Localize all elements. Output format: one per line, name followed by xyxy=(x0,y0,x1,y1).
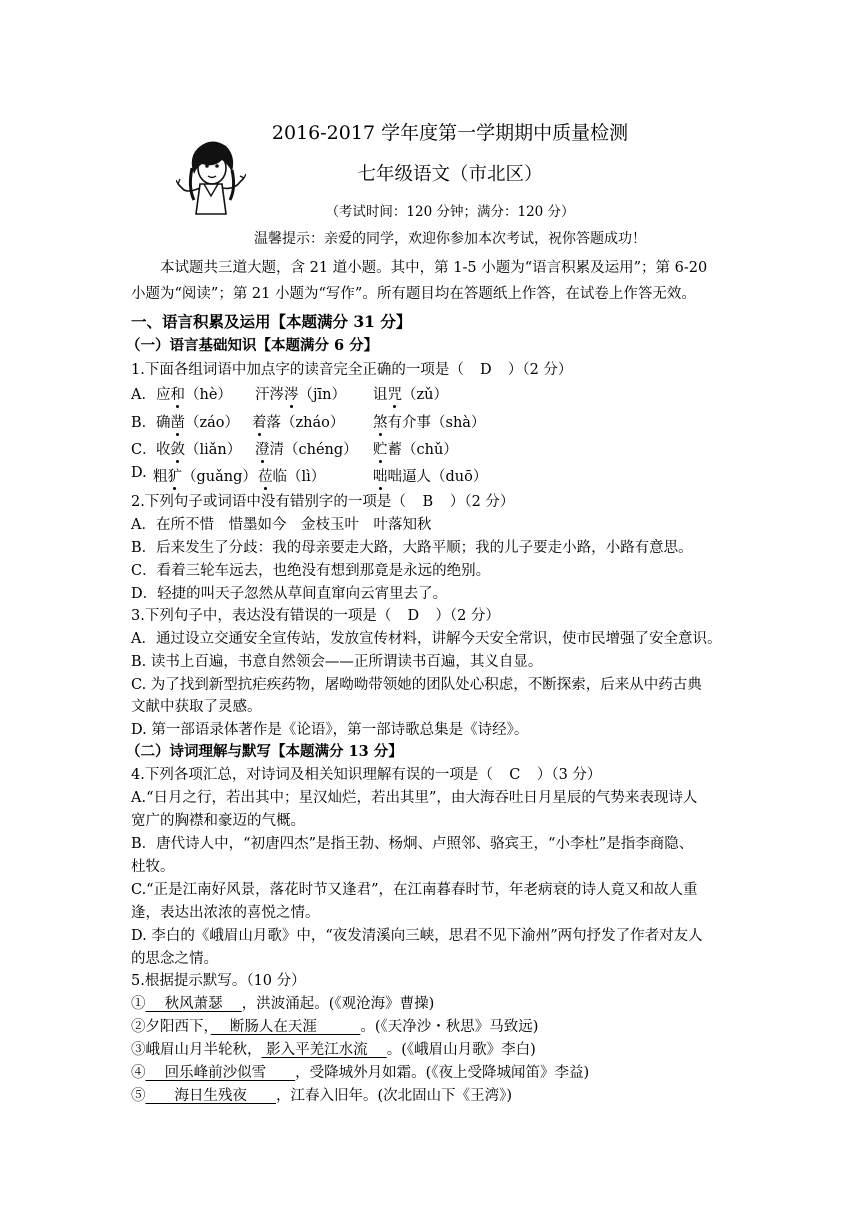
exam-subtitle: 七年级语文（市北区） xyxy=(357,164,543,185)
question-3-score: ）（2 分） xyxy=(435,608,500,624)
option-word-2: 着落（zháo） xyxy=(252,415,345,431)
question-3-option-a: A．通过设立交通安全宣传站，发放宣传材料，讲解今天安全常识，使市民增强了安全意识。 xyxy=(131,631,722,647)
question-4-option-b: B．唐代诗人中，“初唐四杰”是指王勃、杨炯、卢照邻、骆宾王，“小李杜”是指李商隐、 xyxy=(131,836,694,852)
section-heading: 一、语言积累及运用【本题满分 31 分】 xyxy=(131,312,412,331)
question-4-answer: C xyxy=(509,767,521,783)
recitation-item-3: ③峨眉山月半轮秋， 影入平羌江水流 。(《峨眉山月歌》李白) xyxy=(131,1042,536,1058)
question-1-score: ）（2 分） xyxy=(507,362,573,378)
exam-time-info: （考试时间：120 分钟；满分：120 分） xyxy=(325,204,575,220)
question-4-option-a: A.“日月之行，若出其中；星汉灿烂，若出其里”，由大海吞吐日月星辰的气势来表现诗人 xyxy=(131,790,698,806)
intro-line-1: 本试题共三道大题，含 21 道小题。其中，第 1-5 小题为“语言积累及运用”；第 6-20 xyxy=(160,260,708,276)
recitation-item-1: ① 秋风萧瑟 ，洪波涌起。(《观沧海》曹操) xyxy=(131,996,435,1012)
filled-blank: 影入平羌江水流 xyxy=(261,1042,387,1058)
option-word-3: 贮蓄（chǔ） xyxy=(373,442,458,458)
question-3-text: 3.下列句子中，表达没有错误的一项是（ xyxy=(131,608,392,624)
option-label: A． xyxy=(131,387,156,403)
question-3-option-c: C. 为了找到新型抗疟疾药物，屠呦呦带领她的团队处心积虑，不断探索，后来从中药古典 xyxy=(131,677,702,693)
question-2-option-a: A．在所不惜 惜墨如今 金枝玉叶 叶落知秋 xyxy=(131,517,432,533)
question-4-option-d: D. 李白的《峨眉山月歌》中，“夜发清溪向三峡，思君不见下渝州”两句抒发了作者对友人 xyxy=(131,928,703,944)
option-word-1: 确凿（záo） xyxy=(156,415,240,431)
option-word-3: 咄咄逼人（duō） xyxy=(373,469,488,485)
question-2-option-b: B．后来发生了分歧：我的母亲要走大路，大路平顺；我的儿子要走小路，小路有意思。 xyxy=(131,540,693,556)
question-4-score: ）（3 分） xyxy=(536,767,602,783)
option-word-1: 收敛（liǎn） xyxy=(156,442,242,458)
question-2-answer: B xyxy=(422,494,434,510)
option-word-1: 粗犷（guǎng） xyxy=(153,469,257,485)
question-1-stem xyxy=(131,360,572,380)
option-word-2: 汗涔涔（jīn） xyxy=(255,387,346,403)
filled-blank: 秋风萧瑟 xyxy=(145,996,242,1012)
question-3-option-b: B. 读书上百遍，书意自然领会——正所谓读书百遍，其义自显。 xyxy=(131,654,543,670)
question-1-text: 1.下面各组词语中加点字的读音完全正确的一项是（ xyxy=(131,362,464,378)
option-word-1: 应和（hè） xyxy=(156,387,232,403)
subsection-heading-1: （一）语言基础知识【本题满分 6 分】 xyxy=(126,337,379,354)
option-label: C． xyxy=(131,442,157,458)
question-4-option-c: C.“正是江南好风景，落花时节又逢君”，在江南暮春时节，年老病衰的诗人竟又和故人重 xyxy=(131,882,698,898)
question-4-option-a-cont: 宽广的胸襟和豪迈的气概。 xyxy=(131,813,305,829)
warm-tip: 温馨提示：亲爱的同学，欢迎你参加本次考试，祝你答题成功！ xyxy=(254,231,646,247)
filled-blank: 断肠人在天涯 xyxy=(210,1019,361,1035)
option-word-3: 诅咒（zǔ） xyxy=(373,387,448,403)
filled-blank: 海日生残夜 xyxy=(145,1088,276,1104)
subsection-heading-2: （二）诗词理解与默写【本题满分 13 分】 xyxy=(126,743,403,760)
question-2-option-c: C．看着三轮车远去，也绝没有想到那竟是永远的绝别。 xyxy=(131,563,491,579)
question-4-stem xyxy=(131,765,601,785)
intro-line-2: 小题为“阅读”；第 21 小题为“写作”。所有题目均在答题纸上作答，在试卷上作答无效。 xyxy=(131,286,696,302)
question-5-stem: 5.根据提示默写。（10 分） xyxy=(131,973,306,989)
question-3-answer: D xyxy=(407,608,420,624)
recitation-item-5: ⑤ 海日生残夜 ，江春入旧年。(次北固山下《王湾》) xyxy=(131,1088,513,1104)
option-label: D. xyxy=(131,465,147,481)
question-4-option-c-cont: 逢，表达出浓浓的喜悦之情。 xyxy=(131,905,320,921)
question-4-text: 4.下列各项汇总，对诗词及相关知识理解有误的一项是（ xyxy=(131,767,493,783)
question-2-score: ）（2 分） xyxy=(449,494,515,510)
exam-title: 2016-2017 学年度第一学期期中质量检测 xyxy=(271,122,629,144)
option-label: B． xyxy=(131,415,157,431)
question-2-text: 2.下列句子或词语中没有错别字的一项是（ xyxy=(131,494,406,510)
question-3-stem xyxy=(131,606,500,626)
option-word-2: 莅临（lì） xyxy=(258,469,326,485)
question-2-stem xyxy=(131,492,514,512)
question-1-answer: D xyxy=(480,362,492,378)
question-4-option-d-cont: 的思念之情。 xyxy=(131,951,218,967)
question-4-option-b-cont: 杜牧。 xyxy=(131,859,175,875)
question-2-option-d: D．轻捷的叫天子忽然从草间直窜向云宵里去了。 xyxy=(131,586,448,602)
question-3-option-d: D. 第一部语录体著作是《论语》，第一部诗歌总集是《诗经》。 xyxy=(131,722,529,738)
option-word-2: 澄清（chéng） xyxy=(255,442,358,458)
option-word-3: 煞有介事（shà） xyxy=(373,415,486,431)
recitation-item-2: ②夕阳西下， 断肠人在天涯 。(《天净沙・秋思》马致远) xyxy=(131,1019,539,1035)
filled-blank: 回乐峰前沙似雪 xyxy=(145,1065,296,1081)
recitation-item-4: ④ 回乐峰前沙似雪 ，受降城外月如霜。(《夜上受降城闻笛》李益) xyxy=(131,1065,590,1081)
question-3-option-c-cont: 文献中获取了灵感。 xyxy=(131,699,262,715)
